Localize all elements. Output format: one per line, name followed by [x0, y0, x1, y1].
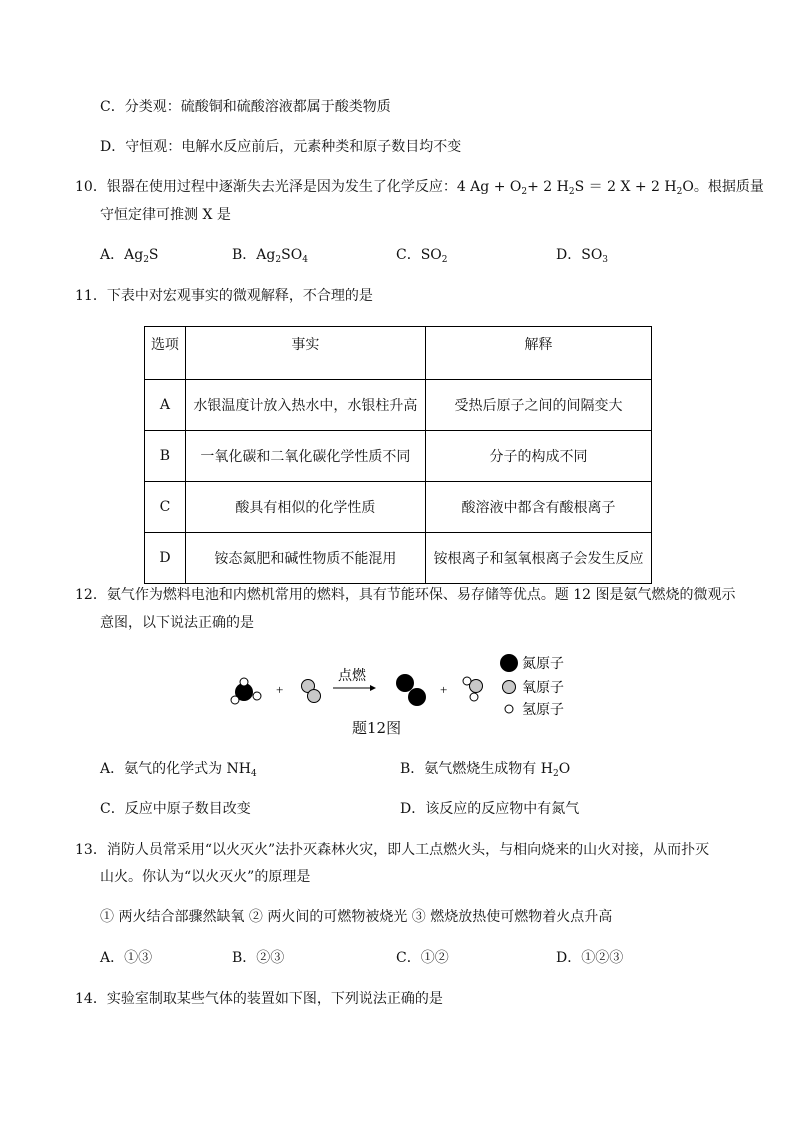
- table-header-row: [145, 327, 652, 380]
- q12-option-b: B．氨气燃烧生成物有 $H_2O$: [400, 761, 571, 779]
- hydrogen-atom: [470, 693, 478, 701]
- plus-sign: +: [276, 682, 284, 697]
- q12-option-c: C．反应中原子数目改变: [100, 801, 251, 817]
- table-row: [145, 533, 652, 584]
- q9-option-d: D．守恒观：电解水反应前后，元素种类和原子数目均不变: [100, 139, 462, 155]
- q13-option-d: D．①②③: [556, 950, 624, 966]
- table-cell: D: [145, 533, 186, 584]
- hydrogen-atom: [253, 692, 261, 700]
- q13-option-c: C．①②: [396, 950, 449, 966]
- table-cell: 受热后原子之间的间隔变大: [425, 380, 651, 431]
- q10-option-b: B．$Ag_2SO_4$: [232, 247, 308, 265]
- table-cell: 水银温度计放入热水中，水银柱升高: [185, 380, 425, 431]
- table-cell: 酸溶液中都含有酸根离子: [425, 482, 651, 533]
- q10-stem-line1: 10．银器在使用过程中逐渐失去光泽是因为发生了化学反应：4 $Ag + O_2+ 2$ $H_2S = 2$ X + 2 $H_2O$。根据质量: [75, 179, 764, 197]
- table-row: [145, 380, 652, 431]
- oxygen-molecule: [302, 680, 321, 703]
- table-cell: A: [145, 380, 186, 431]
- q12-option-a: A．氨气的化学式为 $NH_4$: [100, 761, 257, 779]
- q10-option-d: D．$SO_3$: [556, 247, 609, 265]
- table-row: [145, 482, 652, 533]
- q14-stem: 14．实验室制取某些气体的装置如下图，下列说法正确的是: [75, 991, 443, 1007]
- q13-option-b: B．②③: [232, 950, 285, 966]
- legend-nitrogen-icon: [500, 654, 518, 672]
- legend: [500, 654, 564, 718]
- oxygen-atom: [308, 690, 321, 703]
- table-cell: 分子的构成不同: [425, 431, 651, 482]
- q12-stem-line1: 12．氨气作为燃料电池和内燃机常用的燃料，具有节能环保、易存储等优点。题 12 图是氨气燃烧的微观示: [75, 587, 736, 603]
- q10-option-a: A．$Ag_2S$: [100, 247, 159, 265]
- table-cell: B: [145, 431, 186, 482]
- legend-oxygen-icon: [503, 681, 516, 694]
- q11-stem: 11．下表中对宏观事实的微观解释，不合理的是: [75, 288, 373, 304]
- q10-option-c: C．$SO_2$: [396, 247, 448, 265]
- table-cell: 酸具有相似的化学性质: [185, 482, 425, 533]
- legend-oxygen-label: 氧原子: [522, 680, 564, 696]
- q12-reaction-diagram: [220, 648, 580, 720]
- nitrogen-atom: [408, 688, 426, 706]
- table-header-cell: 选项: [145, 327, 186, 380]
- nitrogen-atom: [396, 674, 414, 692]
- hydrogen-atom: [463, 677, 471, 685]
- q9-option-c: C．分类观：硫酸铜和硫酸溶液都属于酸类物质: [100, 99, 391, 115]
- q11-table: [144, 326, 652, 584]
- q12-stem-line2: 意图，以下说法正确的是: [100, 615, 254, 631]
- table-cell: C: [145, 482, 186, 533]
- hydrogen-atom: [240, 678, 248, 686]
- figure-caption: 题12图: [352, 719, 402, 737]
- table-header-cell: 事实: [185, 327, 425, 380]
- legend-hydrogen-label: 氢原子: [522, 702, 564, 718]
- q13-stem-line1: 13．消防人员常采用“以火灭火”法扑灭森林火灾，即人工点燃火头，与相向烧来的山火对接，从而扑灭: [75, 842, 710, 858]
- plus-sign: +: [440, 682, 448, 697]
- table-header-cell: 解释: [425, 327, 651, 380]
- nitrogen-molecule: [396, 674, 426, 706]
- hydrogen-atom: [231, 696, 239, 704]
- reaction-arrow-icon: [333, 685, 376, 691]
- water-molecule: [463, 677, 483, 701]
- q10-stem-line2: 守恒定律可推测 X 是: [100, 207, 231, 223]
- table-row: [145, 431, 652, 482]
- q13-stem-line2: 山火。你认为“以火灭火”的原理是: [100, 869, 311, 885]
- q13-statements: ① 两火结合部骤然缺氧 ② 两火间的可燃物被烧光 ③ 燃烧放热使可燃物着火点升高: [100, 909, 613, 925]
- legend-hydrogen-icon: [505, 705, 513, 713]
- ammonia-molecule: [231, 678, 261, 704]
- q12-option-d: D．该反应的反应物中有氮气: [400, 801, 580, 817]
- table-cell: 一氧化碳和二氧化碳化学性质不同: [185, 431, 425, 482]
- table-cell: 铵根离子和氢氧根离子会发生反应: [425, 533, 651, 584]
- legend-nitrogen-label: 氮原子: [522, 656, 564, 672]
- arrow-label: 点燃: [338, 668, 366, 684]
- q13-option-a: A．①③: [100, 950, 153, 966]
- table-cell: 铵态氮肥和碱性物质不能混用: [185, 533, 425, 584]
